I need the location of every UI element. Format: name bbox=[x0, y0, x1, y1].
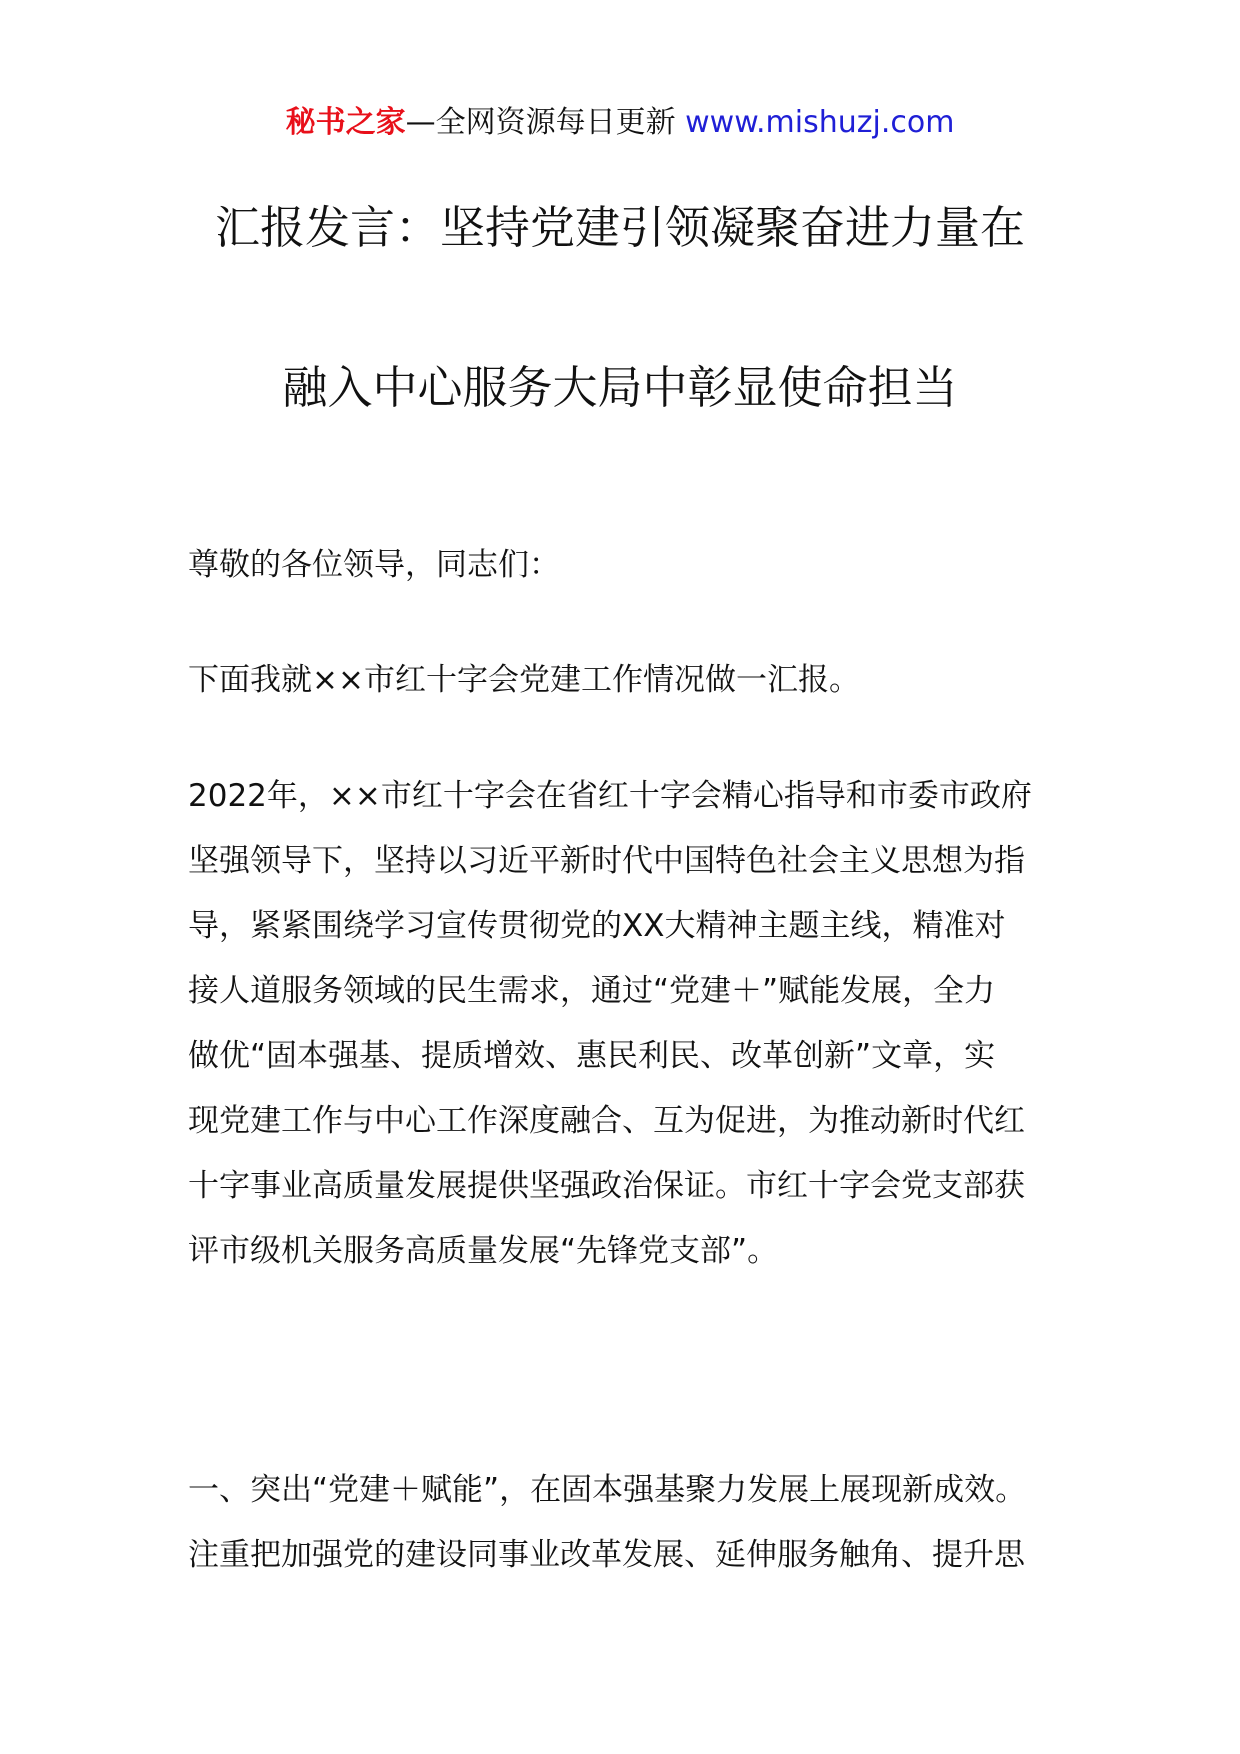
greeting bbox=[188, 533, 1068, 598]
section-line: 注重把加强党的建设同事业改革发展、延伸服务触角、提升思 bbox=[188, 1537, 1025, 1573]
paragraph-1 bbox=[188, 764, 1068, 1284]
paragraph-line: 2022年，××市红十字会在省红十字会精心指导和市委市政府 bbox=[188, 778, 1032, 814]
paragraph-line: 接人道服务领域的民生需求，通过“党建＋”赋能发展，全力 bbox=[188, 973, 996, 1009]
site-brand: 秘书之家 bbox=[285, 105, 406, 140]
site-header bbox=[0, 98, 1240, 148]
paragraph-line: 十字事业高质量发展提供坚强政治保证。市红十字会党支部获 bbox=[188, 1168, 1025, 1204]
document-title-line-2: 融入中心服务大局中彰显使命担当 bbox=[282, 361, 958, 414]
intro-line: 下面我就××市红十字会党建工作情况做一汇报。 bbox=[188, 662, 860, 698]
paragraph-line: 坚强领导下，坚持以习近平新时代中国特色社会主义思想为指 bbox=[188, 843, 1025, 879]
intro-paragraph bbox=[188, 648, 1068, 713]
paragraph-line: 现党建工作与中心工作深度融合、互为促进，为推动新时代红 bbox=[188, 1103, 1025, 1139]
greeting-line: 尊敬的各位领导，同志们： bbox=[188, 547, 560, 583]
document-title-line-1: 汇报发言：坚持党建引领凝聚奋进力量在 bbox=[214, 201, 1025, 254]
paragraph-line: 评市级机关服务高质量发展“先锋党支部”。 bbox=[188, 1233, 779, 1269]
site-url-link[interactable]: www.mishuzj.com bbox=[685, 105, 955, 140]
paragraph-line: 导，紧紧围绕学习宣传贯彻党的XX大精神主题主线，精准对 bbox=[188, 908, 1006, 944]
paragraph-line: 做优“固本强基、提质增效、惠民利民、改革创新”文章，实 bbox=[188, 1038, 996, 1074]
site-tagline: —全网资源每日更新 bbox=[405, 105, 676, 140]
section-heading: 一、突出“党建＋赋能”，在固本强基聚力发展上展现新成效。 bbox=[188, 1472, 1027, 1508]
section-1 bbox=[188, 1458, 1068, 1588]
